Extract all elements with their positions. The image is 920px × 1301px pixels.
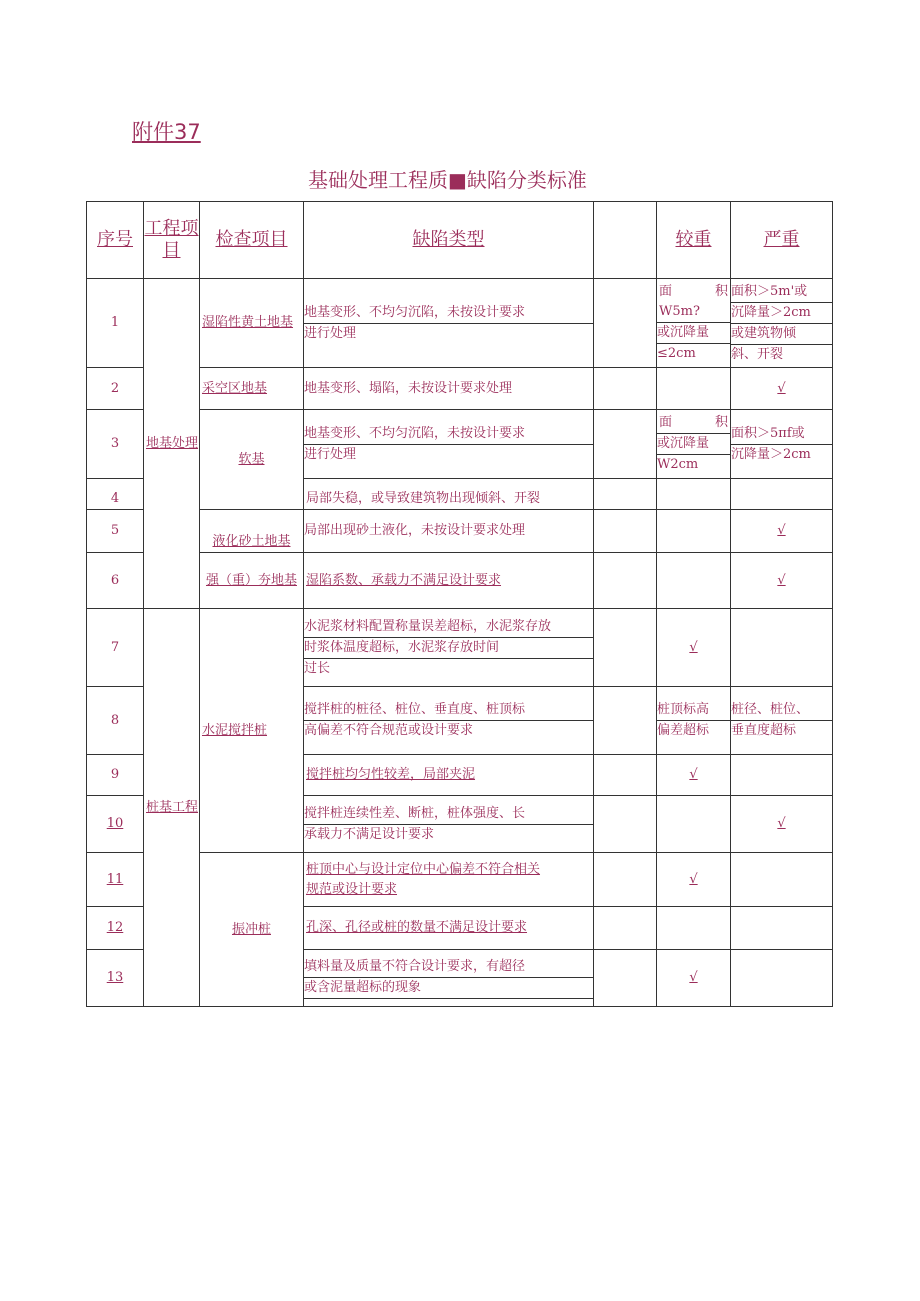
attachment-label: 附件37 bbox=[132, 120, 201, 144]
seq-cell: 10 bbox=[87, 796, 144, 853]
moderate-line: 或沉降量 bbox=[657, 434, 730, 455]
seq-cell: 4 bbox=[87, 479, 144, 510]
blank-cell bbox=[594, 510, 657, 553]
item-liquefied: 液化砂土地基 bbox=[200, 510, 304, 553]
header-defect: 缺陷类型 bbox=[304, 202, 594, 279]
severe-line: 面积＞5πf或 bbox=[731, 424, 832, 445]
defect-line: 地基变形、不均匀沉陷，未按设计要求 bbox=[304, 424, 593, 445]
item-soft: 软基 bbox=[200, 410, 304, 510]
moderate-check: √ bbox=[657, 755, 731, 796]
seq-cell: 13 bbox=[87, 950, 144, 1007]
blank-cell bbox=[594, 279, 657, 368]
header-blank bbox=[594, 202, 657, 279]
defect-line: 进行处理 bbox=[304, 446, 357, 462]
blank-cell bbox=[594, 907, 657, 950]
item-tamping: 强（重）夯地基 bbox=[200, 553, 304, 609]
blank-cell bbox=[594, 609, 657, 687]
severe-line: 桩径、桩位、 bbox=[731, 700, 832, 721]
defect-cell bbox=[304, 796, 594, 853]
severe-cell bbox=[731, 755, 833, 796]
seq-cell: 1 bbox=[87, 279, 144, 368]
defect-cell bbox=[304, 609, 594, 687]
defect-cell bbox=[304, 510, 594, 553]
moderate-check: √ bbox=[657, 609, 731, 687]
item-goaf: 采空区地基 bbox=[200, 368, 304, 410]
moderate-line: W2cm bbox=[657, 457, 699, 472]
defect-classification-table bbox=[86, 201, 833, 1007]
moderate-line: 面 积 bbox=[657, 413, 730, 434]
defect-line: 承载力不满足设计要求 bbox=[304, 826, 435, 842]
defect-line: 高偏差不符合规范或设计要求 bbox=[304, 723, 474, 738]
blank-cell bbox=[594, 479, 657, 510]
blank-cell bbox=[594, 796, 657, 853]
defect-line: 地基变形、塌陷，未按设计要求处理 bbox=[304, 380, 513, 396]
group-foundation bbox=[144, 279, 200, 609]
defect-cell bbox=[304, 950, 594, 1007]
seq-cell: 12 bbox=[87, 907, 144, 950]
seq-cell: 9 bbox=[87, 755, 144, 796]
defect-cell bbox=[304, 687, 594, 755]
blank-cell bbox=[594, 553, 657, 609]
moderate-line: 桩顶标高 bbox=[657, 700, 730, 721]
moderate-cell bbox=[657, 687, 731, 755]
seq-cell: 2 bbox=[87, 368, 144, 410]
blank-cell bbox=[594, 687, 657, 755]
defect-cell: 孔深、孔径或桩的数量不满足设计要求 bbox=[304, 907, 594, 950]
defect-line: 填料量及质量不符合设计要求，有超径 bbox=[304, 957, 593, 978]
defect-line: 地基变形、不均匀沉陷，未按设计要求 bbox=[304, 303, 593, 324]
defect-cell: 局部失稳，或导致建筑物出现倾斜、开裂 bbox=[304, 479, 594, 510]
moderate-cell bbox=[657, 279, 731, 368]
moderate-line: 偏差超标 bbox=[657, 723, 710, 738]
table-row bbox=[87, 609, 833, 687]
severe-line: 斜、开裂 bbox=[731, 346, 784, 362]
severe-line: 或建筑物倾 bbox=[731, 324, 832, 345]
document-title: 基础处理工程质■缺陷分类标准 bbox=[308, 168, 587, 192]
item-vibro: 振冲桩 bbox=[200, 853, 304, 1007]
defect-cell: 湿陷系数、承载力不满足设计要求 bbox=[304, 553, 594, 609]
blank-cell bbox=[594, 410, 657, 479]
moderate-line: 或沉降量 bbox=[657, 323, 730, 344]
blank-cell bbox=[594, 950, 657, 1007]
defect-line: 桩顶中心与设计定位中心偏差不符合相关 bbox=[306, 861, 541, 877]
severe-check: √ bbox=[731, 368, 833, 410]
defect-line: 进行处理 bbox=[304, 325, 357, 341]
defect-cell bbox=[304, 368, 594, 410]
seq-cell: 11 bbox=[87, 853, 144, 907]
moderate-line: ≤2cm bbox=[657, 346, 696, 361]
defect-line: 局部出现砂土液化，未按设计要求处理 bbox=[304, 523, 526, 538]
moderate-cell bbox=[657, 510, 731, 553]
defect-line: 搅拌桩连续性差、断桩，桩体强度、长 bbox=[304, 804, 593, 825]
header-row bbox=[87, 202, 833, 279]
severe-cell bbox=[731, 853, 833, 907]
seq-cell: 5 bbox=[87, 510, 144, 553]
defect-cell bbox=[304, 853, 594, 907]
moderate-cell bbox=[657, 479, 731, 510]
blank-cell bbox=[594, 755, 657, 796]
item-collapsible: 湿陷性黄土地基 bbox=[200, 279, 304, 368]
severe-check: √ bbox=[731, 510, 833, 553]
moderate-cell bbox=[657, 553, 731, 609]
moderate-cell bbox=[657, 907, 731, 950]
moderate-line: 面 积W5m? bbox=[657, 282, 730, 323]
severe-line: 沉降量＞2cm bbox=[731, 303, 832, 324]
moderate-cell bbox=[657, 410, 731, 479]
header-moderate: 较重 bbox=[657, 202, 731, 279]
severe-cell bbox=[731, 687, 833, 755]
moderate-check: √ bbox=[657, 950, 731, 1007]
blank-cell bbox=[594, 368, 657, 410]
severe-cell bbox=[731, 479, 833, 510]
defect-cell bbox=[304, 410, 594, 479]
blank-cell bbox=[594, 853, 657, 907]
group-pile bbox=[144, 609, 200, 1007]
moderate-cell bbox=[657, 796, 731, 853]
defect-line: 搅拌桩的桩径、桩位、垂直度、桩顶标 bbox=[304, 700, 593, 721]
severe-line: 面积＞5m'或 bbox=[731, 282, 832, 303]
item-cement: 水泥搅拌桩 bbox=[200, 609, 304, 853]
moderate-check: √ bbox=[657, 853, 731, 907]
defect-line: 时浆体温度超标，水泥浆存放时间 bbox=[304, 638, 593, 659]
moderate-cell bbox=[657, 368, 731, 410]
table-row bbox=[87, 279, 833, 368]
group-label: 地基处理 bbox=[146, 435, 199, 451]
defect-line: 规范或设计要求 bbox=[306, 881, 398, 897]
severe-cell bbox=[731, 410, 833, 479]
defect-cell: 搅拌桩均匀性较差，局部夹泥 bbox=[304, 755, 594, 796]
defect-line: 水泥浆材料配置称量误差超标，水泥浆存放 bbox=[304, 617, 593, 638]
header-seq: 序号 bbox=[87, 202, 144, 279]
seq-cell: 3 bbox=[87, 410, 144, 479]
header-severe: 严重 bbox=[731, 202, 833, 279]
severe-line: 垂直度超标 bbox=[731, 723, 797, 738]
severe-cell bbox=[731, 950, 833, 1007]
defect-cell bbox=[304, 279, 594, 368]
severe-cell bbox=[731, 279, 833, 368]
severe-cell bbox=[731, 907, 833, 950]
seq-cell: 8 bbox=[87, 687, 144, 755]
group-label: 桩基工程 bbox=[146, 799, 199, 815]
defect-line: 或含泥量超标的现象 bbox=[304, 978, 593, 999]
seq-cell: 6 bbox=[87, 553, 144, 609]
severe-line: 沉降量＞2cm bbox=[731, 446, 811, 462]
header-project: 工程项目 bbox=[144, 202, 200, 279]
severe-cell bbox=[731, 609, 833, 687]
seq-cell: 7 bbox=[87, 609, 144, 687]
defect-line: 过长 bbox=[304, 660, 331, 676]
severe-check: √ bbox=[731, 796, 833, 853]
severe-check: √ bbox=[731, 553, 833, 609]
header-item: 检查项目 bbox=[200, 202, 304, 279]
